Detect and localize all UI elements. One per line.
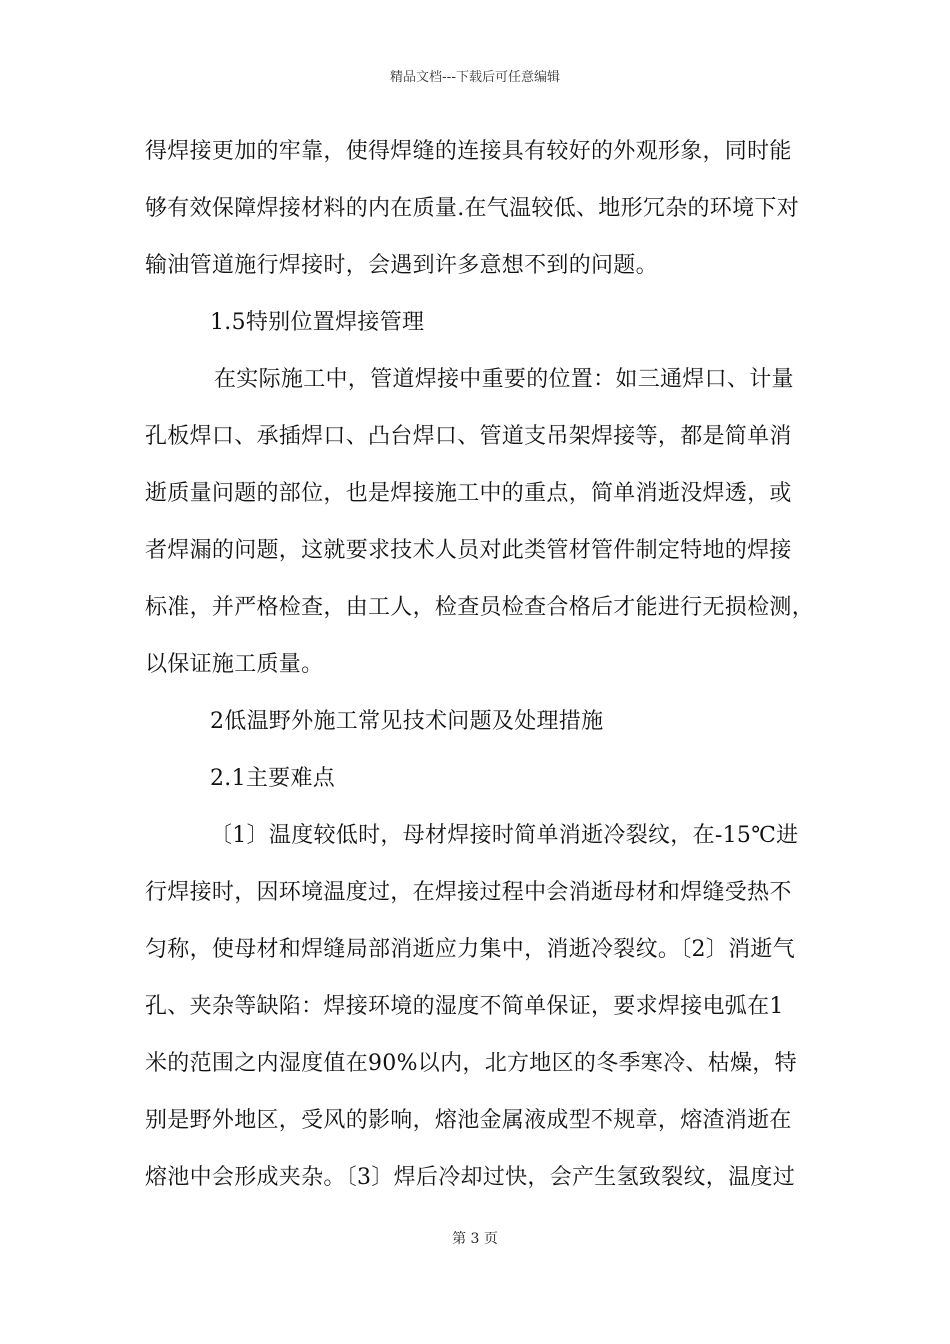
text-line: 逝质量问题的部位，也是焊接施工中的重点，简单消逝没焊透，或 xyxy=(145,481,792,506)
text-line: 行焊接时，因环境温度过，在焊接过程中会消逝母材和焊缝受热不 xyxy=(145,880,792,905)
text-line: 者焊漏的问题，这就要求技术人员对此类管材管件制定特地的焊接 xyxy=(145,538,792,563)
text-line: 以保证施工质量。 xyxy=(145,652,324,677)
text-line: 孔、夹杂等缺陷：焊接环境的湿度不简单保证，要求焊接电弧在1 xyxy=(145,994,784,1019)
text-line: 米的范围之内湿度值在90%以内，北方地区的冬季寒冷、枯燥，特 xyxy=(145,1051,797,1076)
section-heading: 1.5特别位置焊接管理 xyxy=(210,310,425,335)
text-line: 输油管道施行焊接时，会遇到许多意想不到的问题。 xyxy=(145,253,658,278)
text-line: 〔1〕温度较低时，母材焊接时简单消逝冷裂纹，在-15℃进 xyxy=(210,823,799,848)
text-line: 得焊接更加的牢靠，使得焊缝的连接具有较好的外观形象，同时能 xyxy=(145,139,792,164)
text-line: 匀称，使母材和焊缝局部消逝应力集中，消逝冷裂纹。〔2〕消逝气 xyxy=(145,937,795,962)
page-number: 第 3 页 xyxy=(452,1231,498,1247)
text-line: 熔池中会形成夹杂。〔3〕焊后冷却过快，会产生氢致裂纹，温度过 xyxy=(145,1165,795,1190)
text-line: 在实际施工中，管道焊接中重要的位置：如三通焊口、计量 xyxy=(214,367,794,392)
text-line: 别是野外地区，受风的影响，熔池金属液成型不规章，熔渣消逝在 xyxy=(145,1108,792,1133)
text-line: 标准，并严格检查，由工人，检查员检查合格后才能进行无损检测， xyxy=(145,595,815,620)
text-line: 够有效保障焊接材料的内在质量.在气温较低、地形冗杂的环境下对 xyxy=(145,196,799,221)
page-header: 精品文档---下载后可任意编辑 xyxy=(389,70,561,85)
text-line: 孔板焊口、承插焊口、凸台焊口、管道支吊架焊接等，都是简单消 xyxy=(145,424,792,449)
section-heading: 2.1主要难点 xyxy=(210,766,336,791)
section-heading: 2低温野外施工常见技术问题及处理措施 xyxy=(210,709,604,734)
